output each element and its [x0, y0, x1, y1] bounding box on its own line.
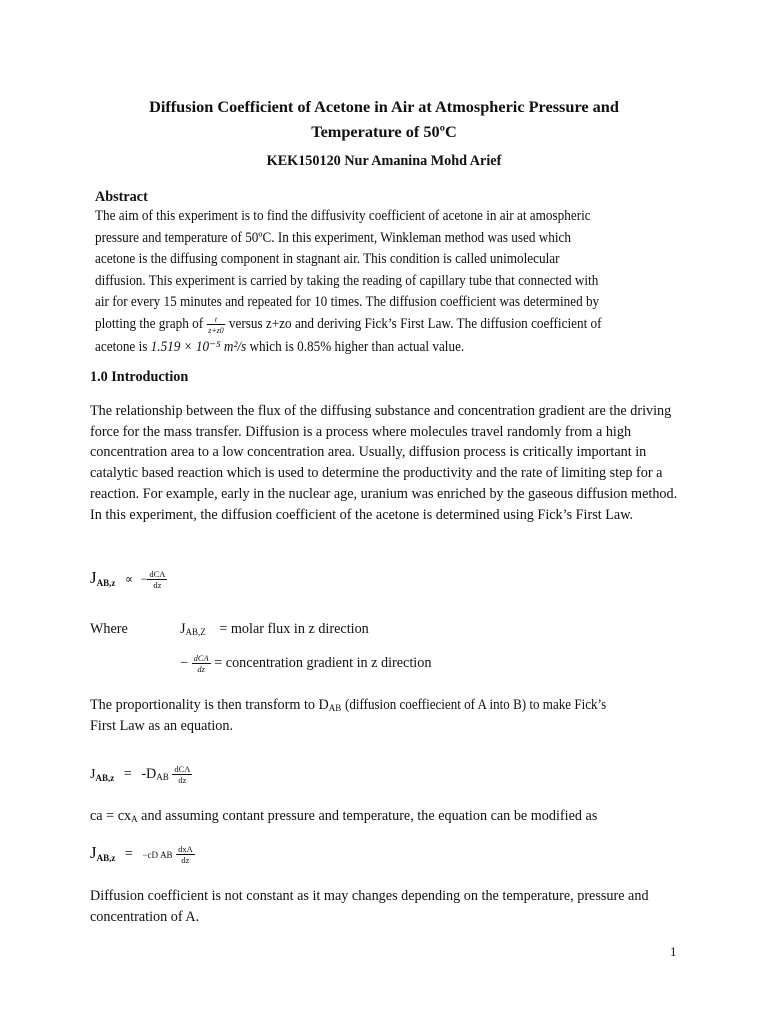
abstract-line: pressure and temperature of 50ºC. In this experiment, Winkleman method was used which — [95, 229, 572, 246]
abstract-line: acetone is the diffusing component in stagnant air. This condition is called unimolecular — [95, 251, 560, 267]
fraction-t-over-z: $\frac{t}{z+z0}$ — [208, 313, 224, 335]
equation-modified-flux: $J_{AB,z} = -cD$ AB $\frac{\text{dxA}}{dz}$ — [90, 843, 193, 866]
paper-title — [90, 94, 678, 144]
title-line-2: Temperature of 50ºC — [311, 122, 457, 141]
abstract-line-fraction: plotting the graph of $\frac{t}{z+z0}$ versus z+zo and deriving Fick’s First Law. The diffusion coefficient of — [95, 313, 602, 335]
definition-concentration-gradient: − $\frac{\text{dCA}}{dz}$ = concentration gradient in z direction — [180, 653, 432, 674]
abstract-line-result: acetone is 1.519 × 10⁻⁵ m²/s which is 0.85% higher than actual value. — [95, 339, 465, 355]
proportionality-line-2: First Law as an equation. — [90, 718, 234, 734]
equation-ficks-first-law: $J_{AB,z} = -DAB$ $\frac{\text{dCA}}{dz}$ — [90, 764, 191, 785]
abstract-body — [95, 206, 634, 359]
introduction-heading: 1.0 Introduction — [90, 369, 189, 385]
diffusion-constant-paragraph: Diffusion coefficient is not constant as it may changes depending on the temperature, pressure and concentration of A. — [90, 888, 649, 925]
title-line-1: Diffusion Coefficient of Acetone in Air at Atmospheric Pressure and — [149, 97, 619, 116]
definition-molar-flux: JAB,Z = molar flux in z direction — [180, 621, 369, 637]
proportionality-line-1: The proportionality is then transform to DAB (diffusion coeffiecient of A into B) to make Fick’s — [90, 697, 607, 713]
introduction-paragraph: The relationship between the flux of the diffusing substance and concentration gradient are the driving force for the mass transfer. Diffusion is a process where molecules travel randomly from a high concentration area to a low concentration area. Usually, diffusion process is critically important in catalytic based reaction which is used to determine the productivity and the rate of limiting step for a reaction. For example, early in the nuclear age, uranium was enriched by the gaseous diffusion method. In this experiment, the diffusion coefficient of the acetone is determined using Fick’s First Law. — [90, 403, 678, 523]
abstract-line: air for every 15 minutes and repeated for 10 times. The diffusion coefficient was determined by — [95, 294, 600, 310]
author-line: KEK150120 Nur Amanina Mohd Arief — [266, 153, 502, 169]
page-number: 1 — [670, 944, 677, 959]
abstract-heading: Abstract — [95, 189, 148, 205]
ca-statement: ca = cxA and assuming contant pressure and temperature, the equation can be modified as — [90, 808, 598, 824]
where-label: Where — [90, 621, 128, 637]
abstract-line: diffusion. This experiment is carried by taking the reading of capillary tube that connected with — [95, 272, 599, 289]
abstract-line: The aim of this experiment is to find the diffusivity coefficient of acetone in air at amospheric — [95, 208, 591, 224]
diffusion-coefficient-value: 1.519 × 10⁻⁵ m²/s — [150, 339, 247, 355]
equation-proportional: $J_{AB,z}$ ∝ − $\frac{\text{dCA}}{dz}$ — [90, 568, 166, 591]
